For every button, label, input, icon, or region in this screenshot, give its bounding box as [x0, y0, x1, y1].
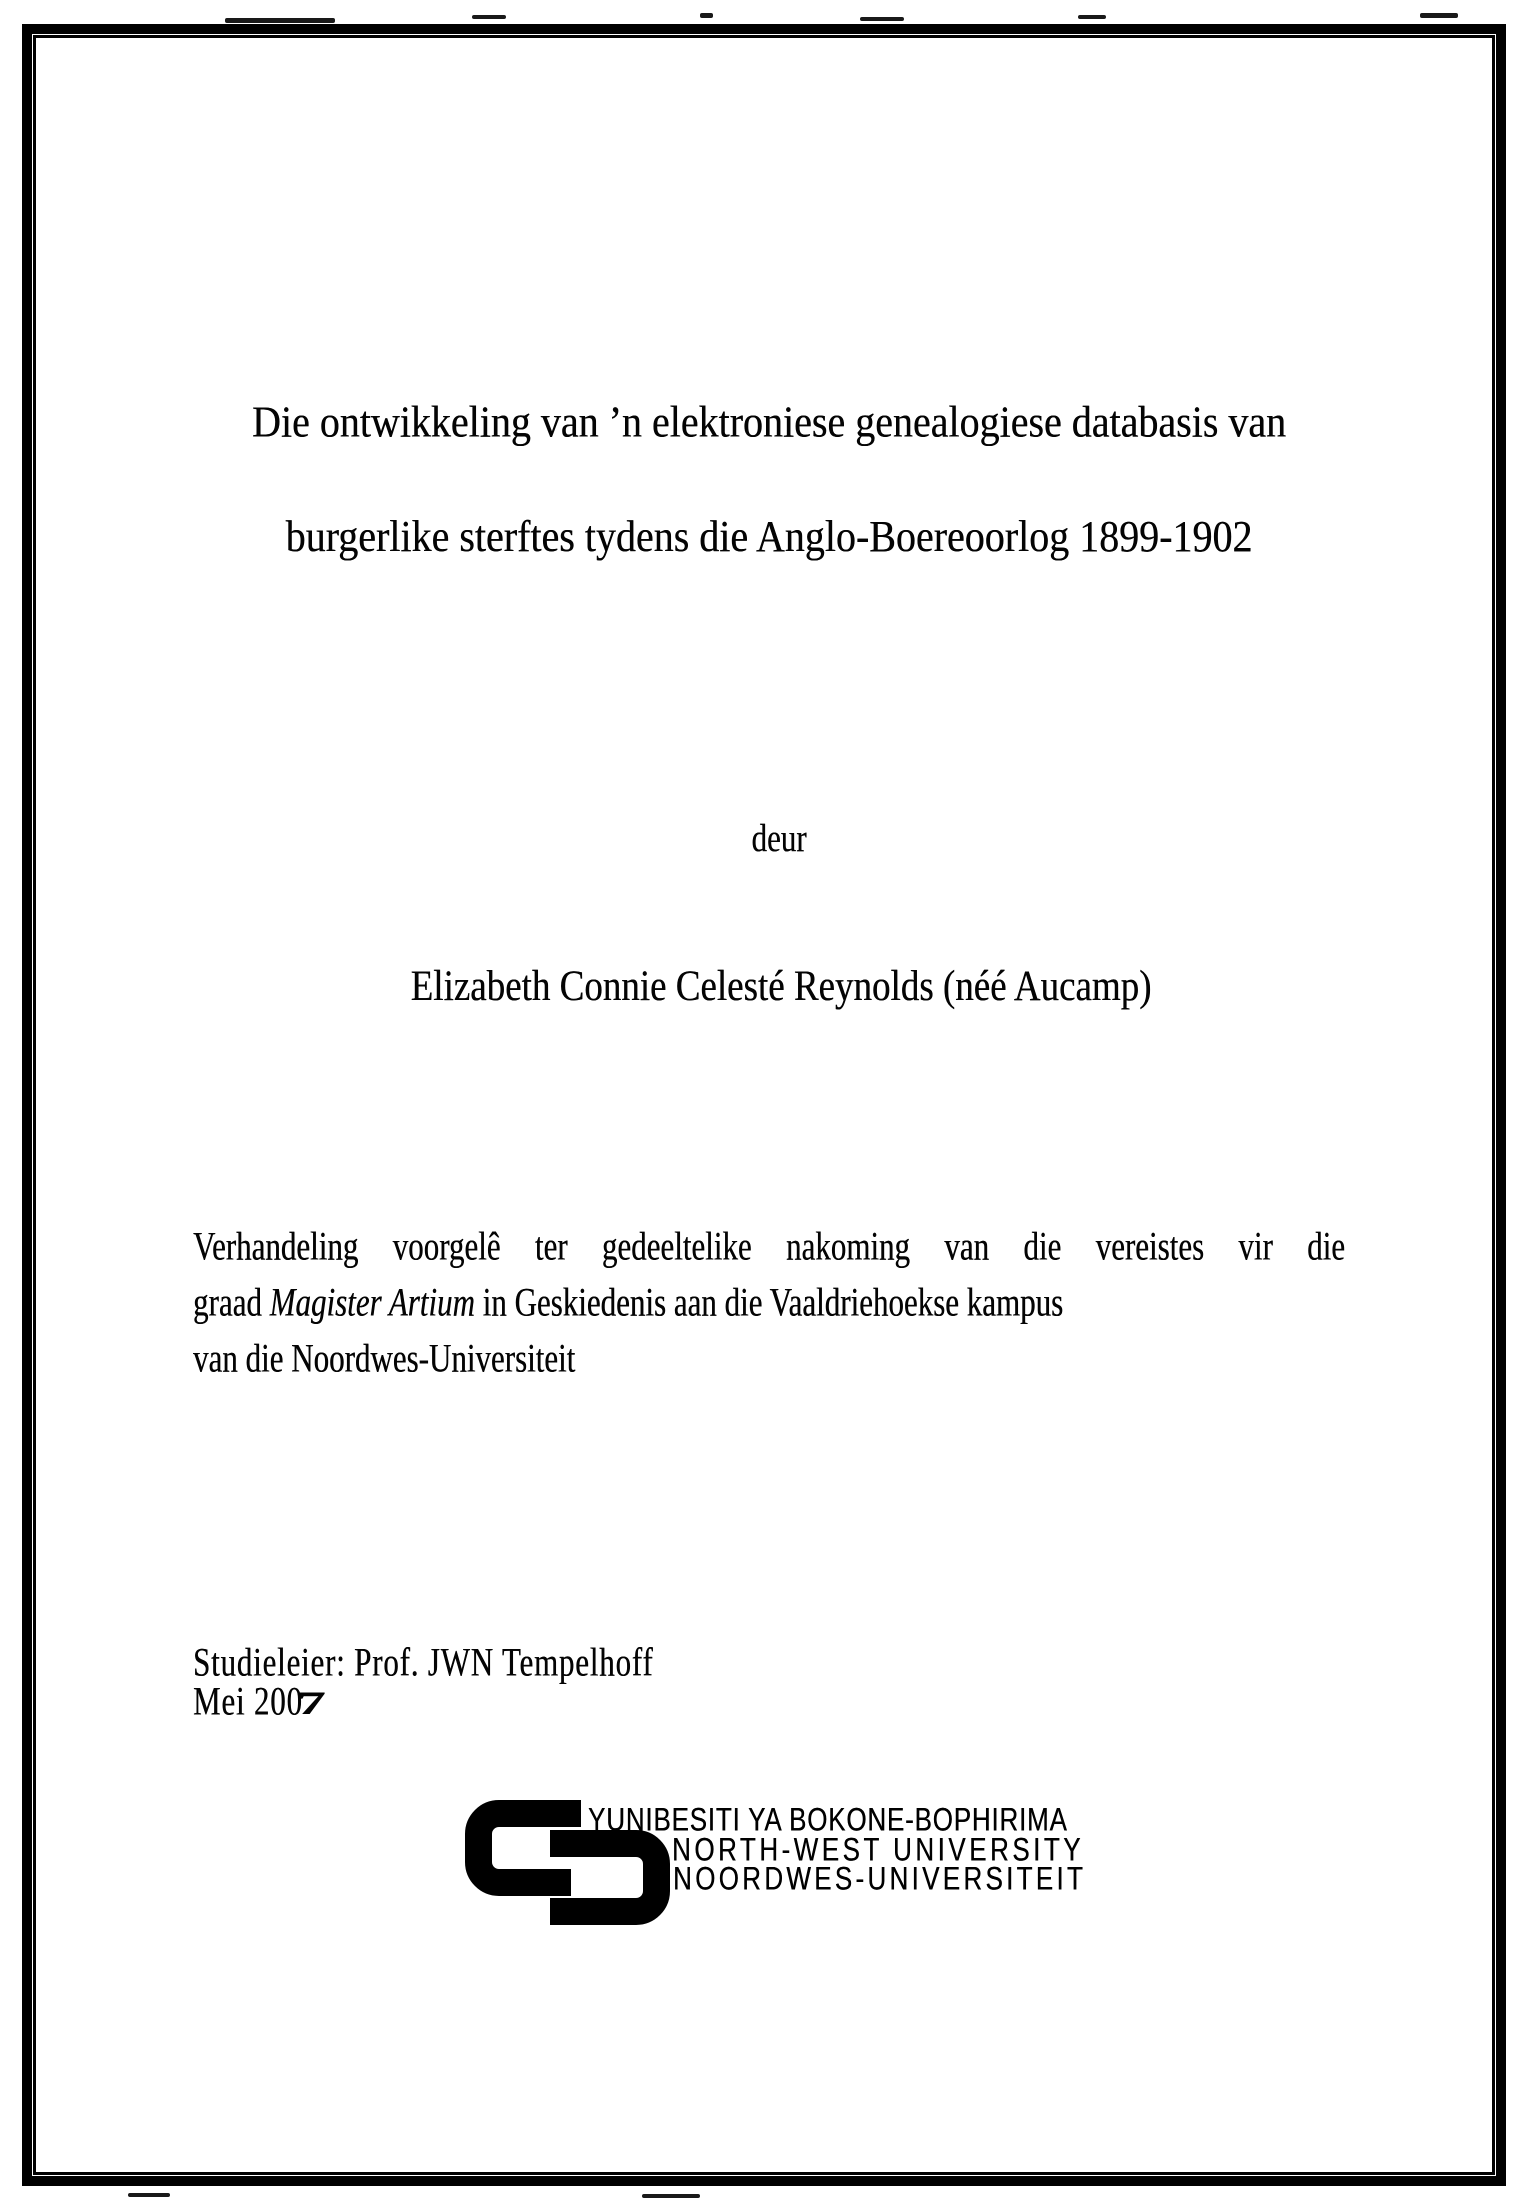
date-final-digit: 7: [295, 1684, 326, 1722]
university-logo: [465, 1800, 1125, 1935]
date-line: [193, 1678, 653, 1724]
scan-artifact: [1420, 13, 1458, 18]
statement-line2-prefix: graad: [193, 1279, 270, 1325]
scan-artifact: [700, 13, 713, 18]
scan-artifact: [128, 2193, 170, 2197]
logo-text-line-3: NOORDWES-UNIVERSITEIT: [673, 1859, 1087, 1897]
scan-artifact: [860, 17, 904, 21]
statement-line2-suffix: in Geskiedenis aan die Vaaldriehoekse kampus: [474, 1279, 1064, 1325]
date-prefix: Mei 200: [193, 1678, 303, 1724]
scan-artifact: [642, 2194, 700, 2198]
page-border-outer: [22, 24, 1506, 2186]
submission-statement-line3: van die Noordwes-Universiteit: [193, 1335, 576, 1381]
page-border-inner: [33, 35, 1495, 2175]
submission-statement-line1: Verhandeling voorgelê ter gedeeltelike nakoming van die vereistes vir die: [193, 1223, 1345, 1269]
supervisor-line: Studieleier: Prof. JWN Tempelhoff: [193, 1639, 654, 1685]
scan-artifact: [472, 15, 506, 19]
logo-text-line-2: NORTH-WEST UNIVERSITY: [672, 1830, 1085, 1868]
thesis-title-line1: Die ontwikkeling van ’n elektroniese genealogiese databasis van: [251, 396, 1287, 447]
supervisor-block: [193, 1639, 654, 1724]
thesis-title-line2: burgerlike sterftes tydens die Anglo-Boereoorlog 1899-1902: [285, 510, 1253, 561]
submission-statement: [193, 1218, 1345, 1386]
scan-artifact: [1078, 15, 1106, 19]
author-name: Elizabeth Connie Celesté Reynolds (néé Aucamp): [410, 962, 1152, 1011]
scan-artifact: [225, 18, 335, 23]
magister-artium-italic: Magister Artium: [269, 1279, 475, 1325]
logo-text-line-1: YUNIBESITI YA BOKONE-BOPHIRIMA: [588, 1800, 1068, 1838]
submission-statement-line2: [193, 1274, 1345, 1330]
thesis-title: [46, 365, 1492, 593]
byline-label: deur: [751, 816, 807, 860]
